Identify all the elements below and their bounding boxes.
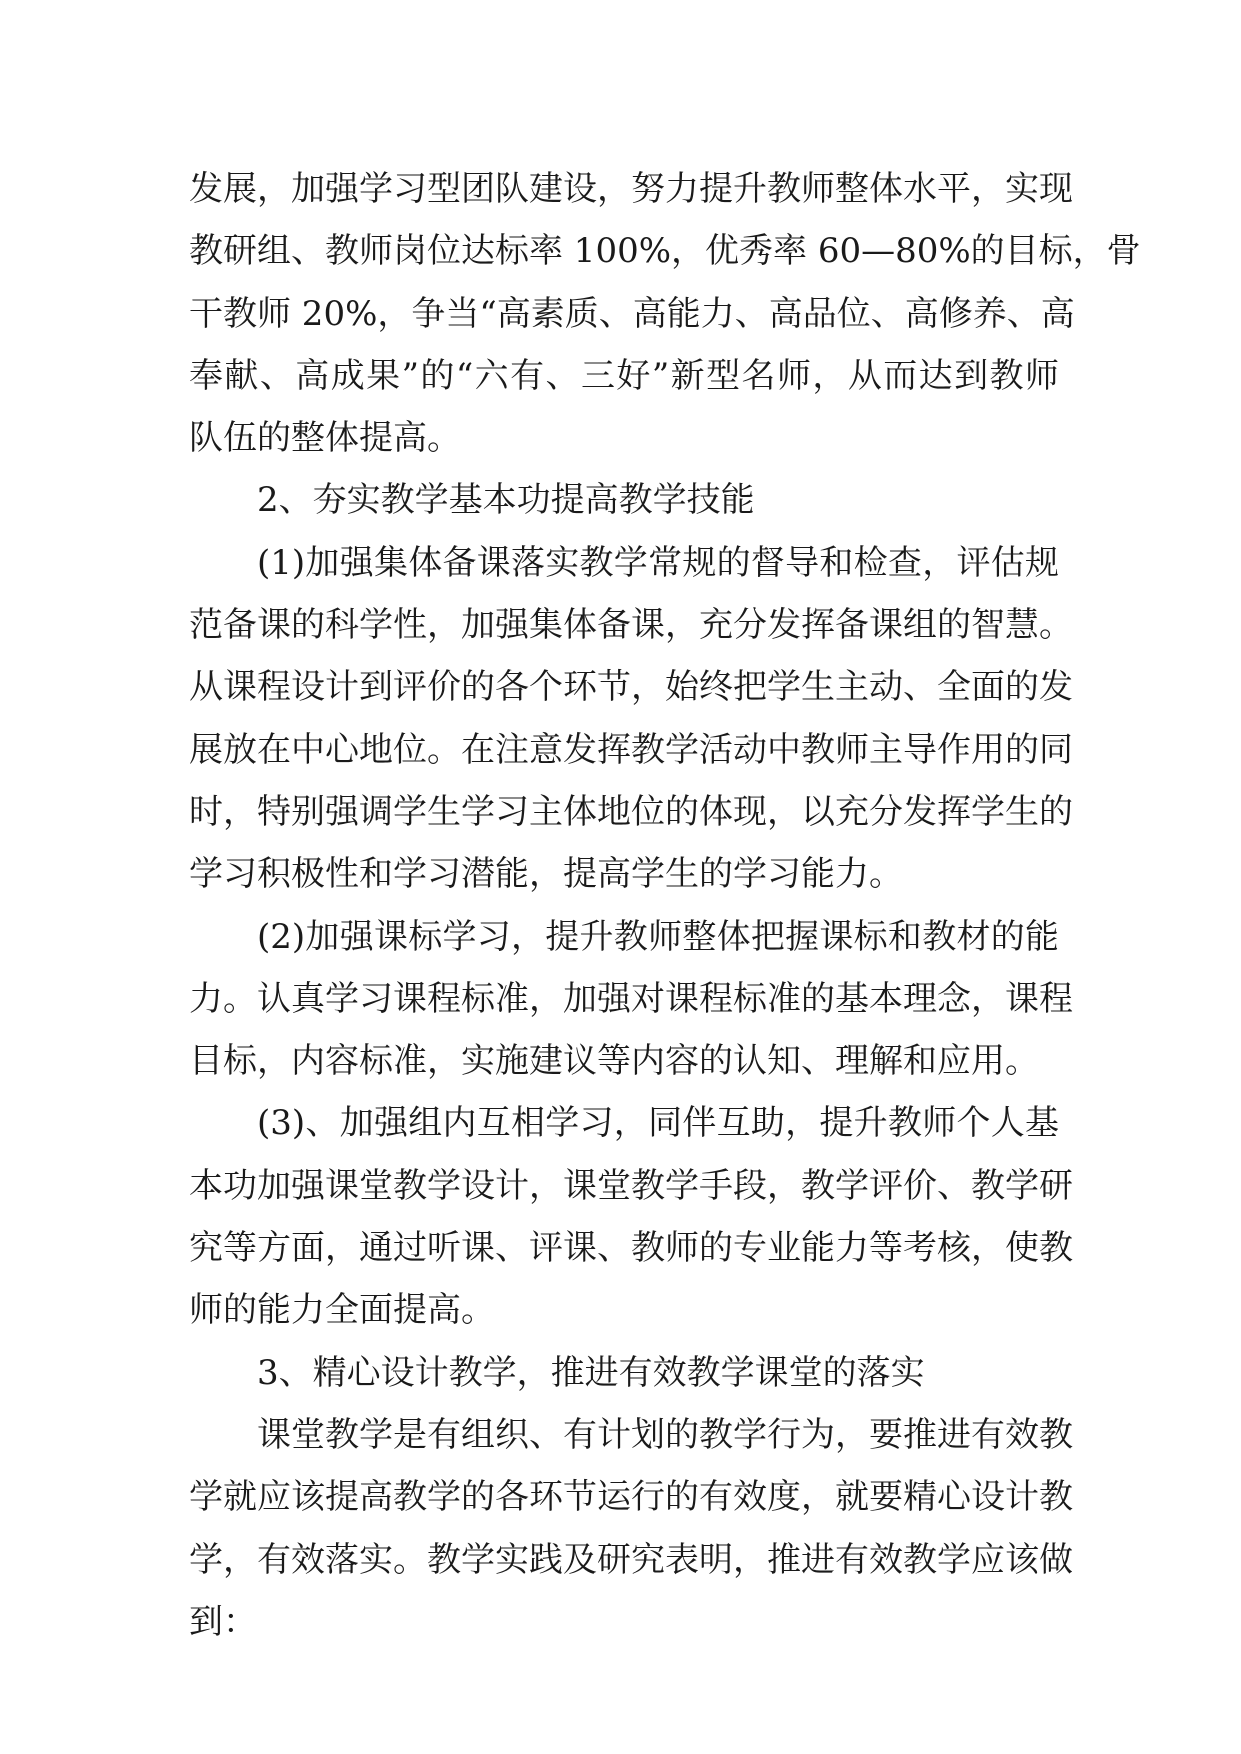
text-line: 力。认真学习课程标准，加强对课程标准的基本理念，课程 xyxy=(189,978,1073,1019)
text-line: 目标，内容标准，实施建议等内容的认知、理解和应用。 xyxy=(189,1041,1039,1082)
text-line: (3)、加强组内互相学习，同伴互助，提升教师个人基 xyxy=(257,1103,1059,1144)
document-body xyxy=(189,158,1141,1653)
section-heading: 2、夯实教学基本功提高教学技能 xyxy=(257,480,755,521)
text-line: (2)加强课标学习，提升教师整体把握课标和教材的能 xyxy=(257,916,1059,957)
text-line: 师的能力全面提高。 xyxy=(189,1290,495,1331)
text-line: 学就应该提高教学的各环节运行的有效度，就要精心设计教 xyxy=(189,1477,1073,1518)
text-line: 展放在中心地位。在注意发挥教学活动中教师主导作用的同 xyxy=(189,729,1073,770)
text-line: 到： xyxy=(189,1601,257,1642)
text-line: 奉献、高成果”的“六有、三好”新型名师，从而达到教师 xyxy=(189,355,1059,396)
text-line: 教研组、教师岗位达标率 100%，优秀率 60—80%的目标，骨 xyxy=(189,231,1141,272)
text-line: 本功加强课堂教学设计，课堂教学手段，教学评价、教学研 xyxy=(189,1165,1073,1206)
text-line: 范备课的科学性，加强集体备课，充分发挥备课组的智慧。 xyxy=(189,605,1073,646)
text-line: 干教师 20%，争当“高素质、高能力、高品位、高修养、高 xyxy=(189,293,1075,334)
text-line: 究等方面，通过听课、评课、教师的专业能力等考核，使教 xyxy=(189,1228,1073,1269)
text-line: (1)加强集体备课落实教学常规的督导和检查，评估规 xyxy=(257,542,1059,583)
text-line: 从课程设计到评价的各个环节，始终把学生主动、全面的发 xyxy=(189,667,1073,708)
text-line: 学，有效落实。教学实践及研究表明，推进有效教学应该做 xyxy=(189,1539,1073,1580)
text-line: 学习积极性和学习潜能，提高学生的学习能力。 xyxy=(189,854,903,895)
text-line: 时，特别强调学生学习主体地位的体现，以充分发挥学生的 xyxy=(189,791,1073,832)
section-heading: 3、精心设计教学，推进有效教学课堂的落实 xyxy=(257,1352,925,1393)
text-line: 发展，加强学习型团队建设，努力提升教师整体水平，实现 xyxy=(189,169,1073,209)
text-line: 课堂教学是有组织、有计划的教学行为，要推进有效教 xyxy=(257,1414,1073,1455)
text-line: 队伍的整体提高。 xyxy=(189,418,461,459)
